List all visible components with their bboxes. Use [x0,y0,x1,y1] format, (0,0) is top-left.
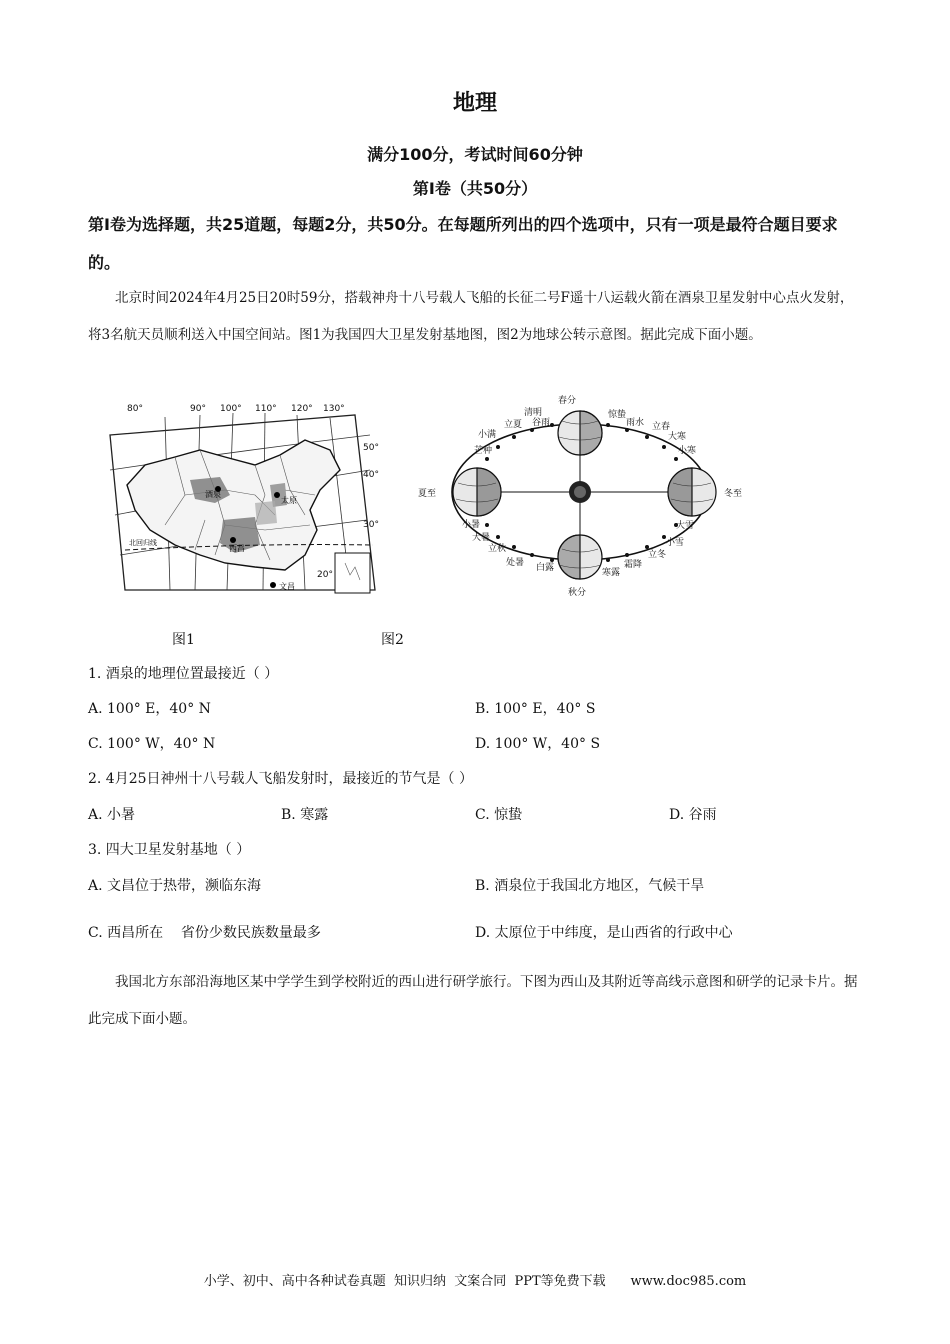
question-2-option-b[interactable]: B. 寒露 [281,807,329,823]
lat-label-40: 40° [363,470,379,480]
term-liqiu: 立秋 [488,544,507,554]
question-1-option-c[interactable]: C. 100° W，40° N [88,736,216,752]
figure-1-caption: 图1 [172,632,195,648]
question-3-option-a[interactable]: A. 文昌位于热带，濒临东海 [88,878,262,894]
term-dahan: 大寒 [668,432,687,442]
page-title: 地理 [452,91,497,116]
passage-2: 我国北方东部沿海地区某中学学生到学校附近的西山进行研学旅行。下图为西山及其附近等高线示意图和研学的记录卡片。据此完成下面小题。 [88,974,858,1027]
lon-label-100: 100° [220,404,242,414]
term-chunfen: 春分 [558,396,577,406]
label-taiyuan: 太原 [281,496,297,505]
lon-label-110: 110° [255,404,277,414]
figure-1-map [105,395,390,600]
term-qingming: 清明 [524,408,543,418]
term-shuangjiang: 霜降 [624,560,643,570]
question-3-stem: 3. 四大卫星发射基地（ ） [88,842,251,858]
section-heading: 第Ⅰ卷（共50分） [412,179,538,198]
question-2-option-d[interactable]: D. 谷雨 [669,807,717,823]
term-mangzhong: 芒种 [474,446,493,456]
question-2-option-a[interactable]: A. 小暑 [88,807,136,823]
term-xiaoxue: 小雪 [666,538,685,548]
term-dashu: 大暑 [472,533,491,543]
term-guyu: 谷雨 [532,418,551,428]
term-lidong: 立冬 [648,550,667,560]
question-2-option-c[interactable]: C. 惊蛰 [475,807,523,823]
question-1-stem: 1. 酒泉的地理位置最接近（ ） [88,666,279,682]
question-2-stem: 2. 4月25日神州十八号载人飞船发射时，最接近的节气是（ ） [88,771,473,787]
term-bailu: 白露 [536,563,555,573]
figure-2-orbit [412,395,752,600]
exam-info: 满分100分，考试时间60分钟 [367,145,583,164]
lon-label-120: 120° [291,404,313,414]
term-lixia: 立夏 [504,420,523,430]
figure-2-caption: 图2 [381,632,404,648]
term-yushui: 雨水 [626,418,645,428]
question-3-option-c[interactable]: C. 西昌所在 省份少数民族数量最多 [88,925,321,941]
term-xiaohan: 小寒 [678,446,697,456]
term-xiaoman: 小满 [478,430,497,440]
question-1-option-d[interactable]: D. 100° W，40° S [475,736,601,752]
lat-label-20: 20° [317,570,333,580]
question-1-option-a[interactable]: A. 100° E，40° N [88,701,211,717]
term-dongzhi: 冬至 [724,489,743,499]
term-daxue: 大雪 [676,521,695,531]
label-wenchang: 文昌 [279,582,295,591]
term-lichun: 立春 [652,422,671,432]
term-jingzhe: 惊蛰 [608,410,627,420]
term-hanlu: 寒露 [602,568,621,578]
question-3-option-b[interactable]: B. 酒泉位于我国北方地区，气候干旱 [475,878,705,894]
lat-label-30: 30° [363,520,379,530]
question-1-option-b[interactable]: B. 100° E，40° S [475,701,596,717]
term-chushu: 处暑 [506,558,525,568]
label-xichang: 西昌 [229,544,245,553]
label-jiuquan: 酒泉 [205,490,221,499]
lat-label-50: 50° [363,443,379,453]
lon-label-80: 80° [127,404,143,414]
term-xiazhi: 夏至 [418,489,437,499]
label-tropic: 北回归线 [129,539,157,547]
term-xiaoshu: 小暑 [462,520,481,530]
footer-text: 小学、初中、高中各种试卷真题 知识归纳 文案合同 PPT等免费下载 www.doc985.com [203,1274,747,1289]
question-3-option-d[interactable]: D. 太原位于中纬度，是山西省的行政中心 [475,925,733,941]
passage-1: 北京时间2024年4月25日20时59分，搭载神舟十八号载人飞船的长征二号F遥十八运载火箭在酒泉卫星发射中心点火发射，将3名航天员顺利送入中国空间站。图1为我国四大卫星发射基地图，图2为地球公转示意图。据此完成下面小题。 [88,290,854,343]
lon-label-130: 130° [323,404,345,414]
term-qiufen: 秋分 [568,588,587,598]
instruction-text: 第Ⅰ卷为选择题，共25道题，每题2分，共50分。在每题所列出的四个选项中，只有一项是最符合题目要求的。 [88,215,838,272]
lon-label-90: 90° [190,404,206,414]
